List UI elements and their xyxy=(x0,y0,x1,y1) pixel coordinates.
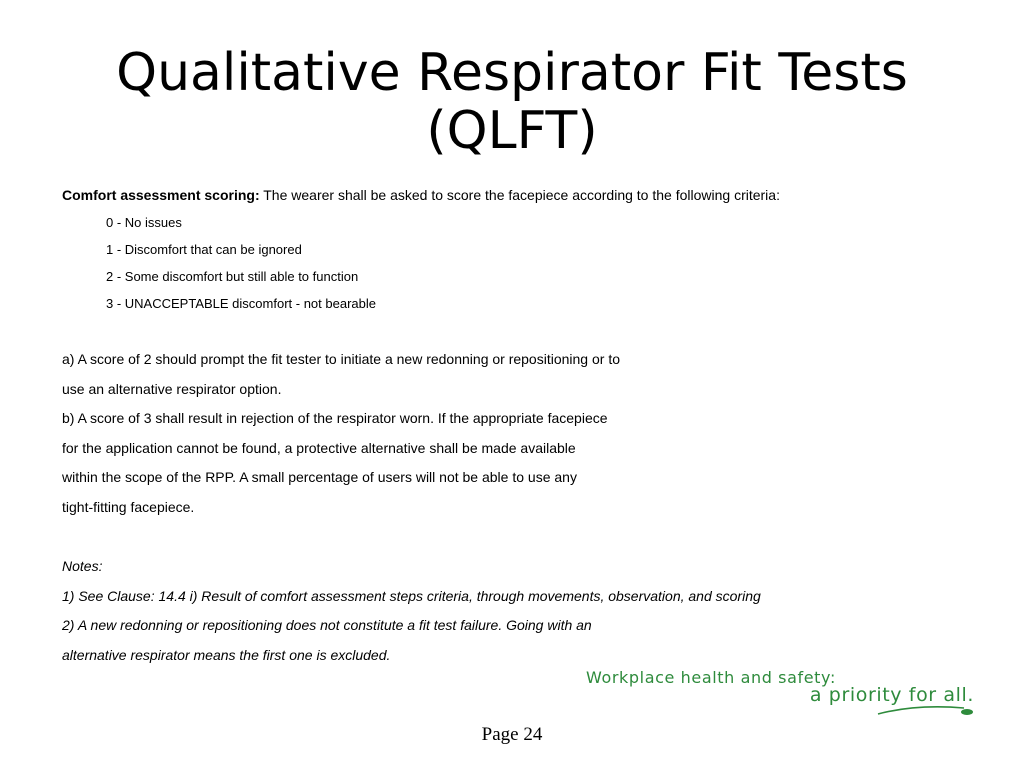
criteria-item: 1 - Discomfort that can be ignored xyxy=(106,242,302,257)
body-line: a) A score of 2 should prompt the fit tester to initiate a new redonning or repositioning or to xyxy=(62,351,620,367)
logo-line-2: a priority for all. xyxy=(809,684,974,706)
logo-swoosh-icon xyxy=(586,668,978,720)
body-text xyxy=(62,350,620,528)
intro-text: The wearer shall be asked to score the facepiece according to the following criteria: xyxy=(259,187,780,203)
criteria-item: 3 - UNACCEPTABLE discomfort - not bearable xyxy=(106,296,376,311)
logo-line-1: Workplace health and safety: xyxy=(586,668,836,687)
body-line: b) A score of 3 shall result in rejection of the respirator worn. If the appropriate facepiece xyxy=(62,410,608,427)
note-line: alternative respirator means the first one is excluded. xyxy=(62,647,391,664)
body-line: within the scope of the RPP. A small percentage of users will not be able to use any xyxy=(62,469,577,486)
page-number: Page 24 xyxy=(481,724,543,745)
title-line-2: (QLFT) xyxy=(426,101,598,161)
title-line-1: Qualitative Respirator Fit Tests xyxy=(116,43,908,103)
note-line: 1) See Clause: 14.4 i) Result of comfort assessment steps criteria, through movements, observation, and scoring xyxy=(62,587,761,604)
criteria-item: 0 - No issues xyxy=(106,215,182,230)
criteria-list xyxy=(106,214,376,322)
page-title xyxy=(0,44,1024,160)
intro-paragraph xyxy=(62,186,780,204)
brand-logo xyxy=(586,668,978,720)
note-line: 2) A new redonning or repositioning does not constitute a fit test failure. Going with an xyxy=(62,617,592,634)
body-line: tight-fitting facepiece. xyxy=(62,498,195,515)
notes-section xyxy=(62,557,761,676)
notes-heading: Notes: xyxy=(62,558,103,574)
intro-label: Comfort assessment scoring: xyxy=(62,187,260,203)
body-line: for the application cannot be found, a protective alternative shall be made available xyxy=(62,439,576,456)
criteria-item: 2 - Some discomfort but still able to function xyxy=(106,269,359,284)
body-line: use an alternative respirator option. xyxy=(62,380,282,397)
